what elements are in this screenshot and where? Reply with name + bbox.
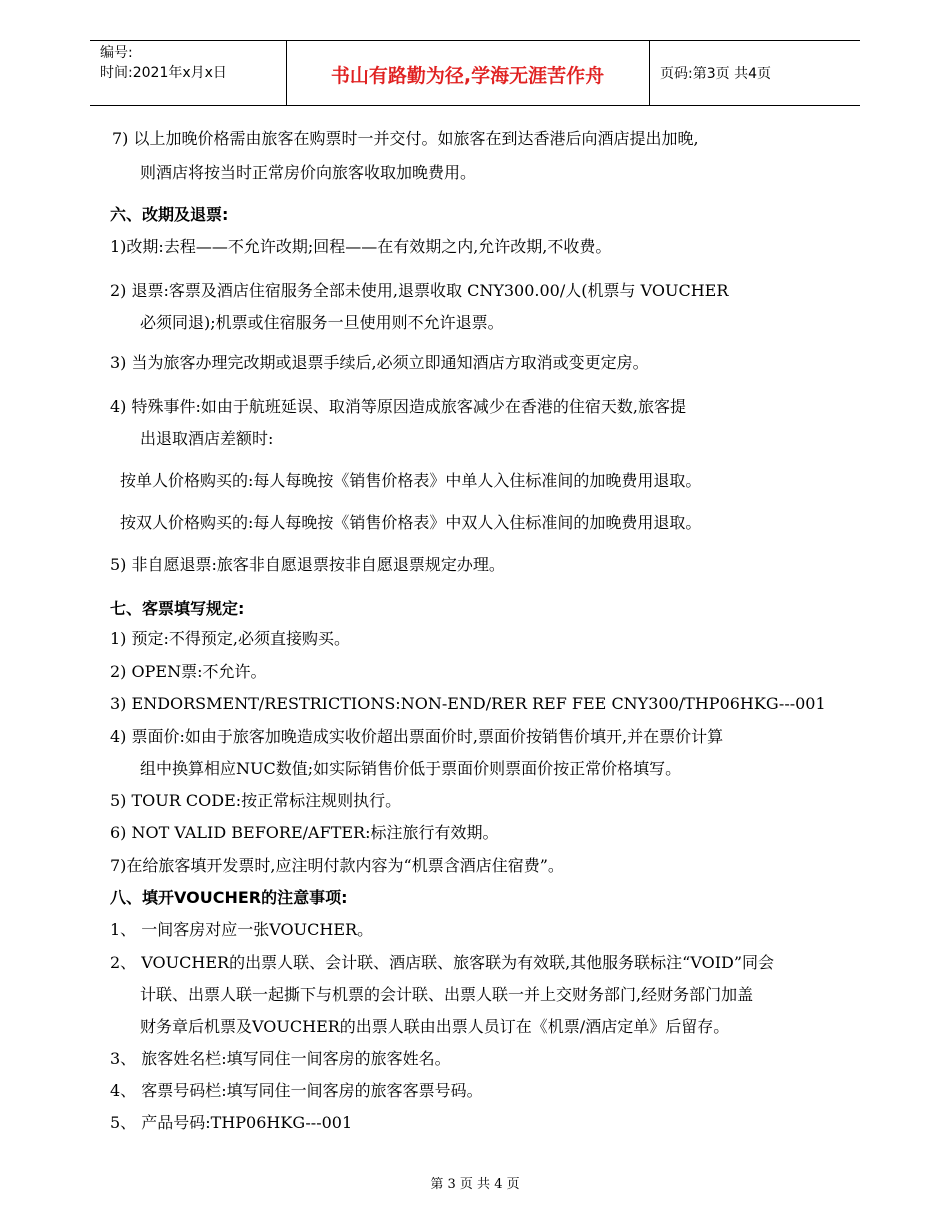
paragraph-line: 3、 旅客姓名栏:填写同住一间客房的旅客姓名。 — [110, 1049, 451, 1068]
paragraph-line: 2、 VOUCHER的出票人联、会计联、酒店联、旅客联为有效联,其他服务联标注“VOID”同会 — [110, 953, 775, 972]
paragraph-line: 财务章后机票及VOUCHER的出票人联由出票人员订在《机票/酒店定单》后留存。 — [140, 1017, 730, 1036]
header-divider — [649, 41, 650, 105]
paragraph-line: 按双人价格购买的:每人每晚按《销售价格表》中双人入住标准间的加晚费用退取。 — [120, 513, 702, 532]
paragraph-line: 4) 票面价:如由于旅客加晚造成实收价超出票面价时,票面价按销售价填开,并在票价计算 — [110, 727, 724, 746]
paragraph-line: 5) 非自愿退票:旅客非自愿退票按非自愿退票规定办理。 — [110, 555, 505, 574]
paragraph-line: 5) TOUR CODE:按正常标注规则执行。 — [110, 791, 402, 810]
paragraph-line: 计联、出票人联一起撕下与机票的会计联、出票人联一并上交财务部门,经财务部门加盖 — [140, 985, 754, 1004]
header-meta — [100, 43, 290, 83]
paragraph-line: 3) 当为旅客办理完改期或退票手续后,必须立即通知酒店方取消或变更定房。 — [110, 353, 649, 372]
code-label: 编号: — [100, 45, 133, 61]
paragraph-line: 组中换算相应NUC数值;如实际销售价低于票面价则票面价按正常价格填写。 — [140, 759, 682, 778]
paragraph-line: 必须同退);机票或住宿服务一旦使用则不允许退票。 — [140, 313, 504, 332]
paragraph-line: 6) NOT VALID BEFORE/AFTER:标注旅行有效期。 — [110, 823, 499, 842]
paragraph-line: 1、 一间客房对应一张VOUCHER。 — [110, 920, 374, 939]
paragraph-line: 1)改期:去程——不允许改期;回程——在有效期之内,允许改期,不收费。 — [110, 237, 612, 256]
page-footer: 第 3 页 共 4 页 — [430, 1177, 520, 1192]
header-motto: 书山有路勤为径,学海无涯苦作舟 — [330, 65, 605, 87]
paragraph-line: 1) 预定:不得预定,必须直接购买。 — [110, 629, 350, 648]
paragraph-line: 5、 产品号码:THP06HKG---001 — [110, 1113, 353, 1132]
header-page-code: 页码:第3页 共4页 — [660, 66, 771, 82]
paragraph-line: 则酒店将按当时正常房价向旅客收取加晚费用。 — [140, 163, 477, 182]
paragraph-line: 4、 客票号码栏:填写同住一间客房的旅客客票号码。 — [110, 1081, 483, 1100]
section-heading: 八、填开VOUCHER的注意事项: — [110, 888, 348, 907]
paragraph-line: 7) 以上加晚价格需由旅客在购票时一并交付。如旅客在到达香港后向酒店提出加晚, — [112, 129, 699, 148]
paragraph-line: 4) 特殊事件:如由于航班延误、取消等原因造成旅客减少在香港的住宿天数,旅客提 — [110, 397, 686, 416]
section-heading: 七、客票填写规定: — [110, 599, 245, 618]
paragraph-line: 2) OPEN票:不允许。 — [110, 662, 267, 681]
paragraph-line: 3) ENDORSMENT/RESTRICTIONS:NON-END/RER REF FEE CNY300/THP06HKG---001 — [110, 694, 826, 713]
paragraph-line: 2) 退票:客票及酒店住宿服务全部未使用,退票收取 CNY300.00/人(机票与 VOUCHER — [110, 281, 729, 300]
paragraph-line: 出退取酒店差额时: — [140, 429, 274, 448]
section-heading: 六、改期及退票: — [110, 205, 229, 224]
paragraph-line: 按单人价格购买的:每人每晚按《销售价格表》中单人入住标准间的加晚费用退取。 — [120, 471, 702, 490]
page-header — [90, 40, 860, 106]
paragraph-line: 7)在给旅客填开发票时,应注明付款内容为“机票含酒店住宿费”。 — [110, 856, 564, 875]
time-label: 时间:2021年x月x日 — [100, 65, 227, 81]
